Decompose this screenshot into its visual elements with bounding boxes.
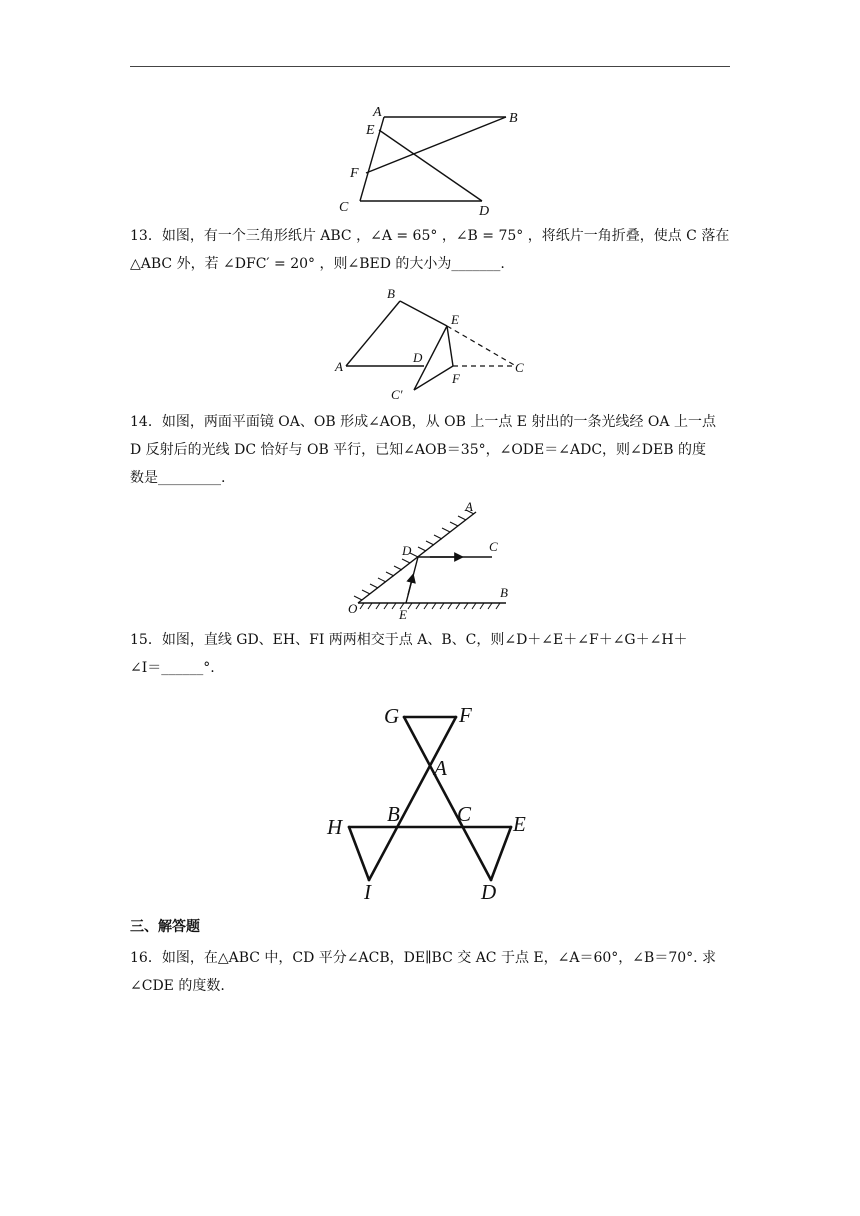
- label-D: D: [413, 350, 423, 365]
- label-I: I: [364, 880, 371, 904]
- label-F: F: [452, 371, 460, 386]
- figure-q15: [320, 695, 550, 910]
- label-E: E: [451, 312, 459, 327]
- label-B: B: [387, 802, 400, 826]
- question-13: 13．如图，有一个三角形纸片 ABC ，∠A = 65° ，∠B = 75° ，将纸片一角折叠，使点 C 落在 △ABC 外，若 ∠DFC′ = 20° ，则∠BED 的大小为_______.: [130, 228, 730, 272]
- label-E: E: [513, 812, 526, 836]
- question-14: 14．如图，两面平面镜 OA、OB 形成∠AOB，从 OB 上一点 E 射出的一条光线经 OA 上一点 D 反射后的光线 DC 恰好与 OB 平行，已知∠AOB＝35°，∠ODE＝∠ADC，则∠DEB 的度 数是_________.: [130, 414, 716, 486]
- label-E: E: [366, 123, 375, 138]
- label-C: C: [339, 200, 349, 215]
- label-D: D: [402, 543, 412, 558]
- label-E: E: [399, 607, 407, 622]
- label-B: B: [387, 286, 395, 301]
- question-15: 15．如图，直线 GD、EH、FI 两两相交于点 A、B、C，则∠D＋∠E＋∠F＋∠G＋∠H＋ ∠I＝______°.: [130, 632, 688, 676]
- label-G: G: [384, 704, 400, 728]
- section-3-title: 三、解答题: [130, 919, 200, 935]
- label-F: F: [459, 703, 472, 727]
- header-rule: [130, 66, 730, 67]
- label-F: F: [350, 166, 359, 181]
- label-A: A: [465, 499, 473, 514]
- label-C: C: [489, 539, 498, 554]
- label-B: B: [500, 585, 508, 600]
- figure-q12: [330, 100, 530, 220]
- label-C-prime: C′: [391, 387, 403, 402]
- label-A: A: [335, 359, 343, 374]
- figure-q13: [330, 282, 530, 407]
- label-A: A: [373, 105, 382, 120]
- label-H: H: [327, 815, 343, 839]
- label-A: A: [434, 756, 447, 780]
- label-B: B: [509, 111, 518, 126]
- label-D: D: [481, 880, 497, 904]
- label-O: O: [348, 601, 358, 616]
- label-C: C: [515, 360, 524, 375]
- question-16: 16．如图，在△ABC 中，CD 平分∠ACB，DE∥BC 交 AC 于点 E，∠A＝60°，∠B＝70°. 求 ∠CDE 的度数.: [130, 950, 717, 994]
- label-D: D: [479, 204, 490, 219]
- figure-q14: [330, 495, 520, 625]
- label-C: C: [457, 802, 472, 826]
